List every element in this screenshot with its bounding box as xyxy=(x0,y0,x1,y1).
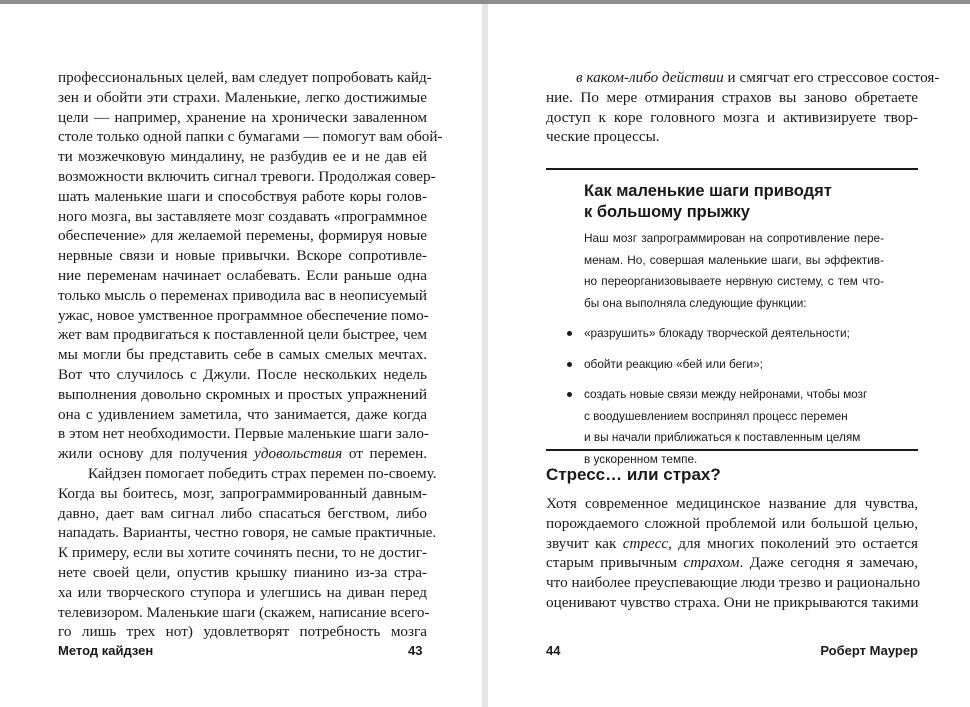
text-line: ние переменам начинает ослабевать. Если раньше одна xyxy=(58,266,427,284)
text-line: Вот что случилось с Джули. После нескольких недель xyxy=(58,365,427,383)
page-number: 44 xyxy=(546,643,561,658)
text-fragment: , для многих поколений это остается xyxy=(668,534,918,552)
emphasis-word: стресс xyxy=(622,534,669,552)
text-line: но переорганизовываете нервную систему, с тем что- xyxy=(584,274,884,288)
text-line: К примеру, если вы хотите сочинять песни, то не достиг- xyxy=(58,544,428,562)
left-paragraph-1 xyxy=(58,68,443,464)
text-fragment: . Даже сегодня я замечаю, xyxy=(739,554,918,572)
text-line: мы могли бы представить себе в самых смелых мечтах. xyxy=(58,346,427,364)
text-line: порождаемого сложной проблемой или большой целью, xyxy=(546,514,918,532)
text-line: нападать. Варианты, честно говоря, не самые практичные. xyxy=(58,524,437,542)
sidebar-body xyxy=(584,228,884,479)
section-heading: Стресс… или страх? xyxy=(546,465,721,484)
text-line: цели — например, хранение на хронически заваленном xyxy=(58,108,427,126)
left-page xyxy=(0,4,482,707)
text-line: возможности включить сигнал тревоги. Продолжая совер- xyxy=(58,167,436,185)
text-line: ти мозжечковую миндалину, не разбудив ее и не дав ей xyxy=(58,148,427,166)
sidebar-bullet-list xyxy=(584,323,884,470)
list-item: «разрушить» блокаду творческой деятельности; xyxy=(584,323,884,345)
text-line: только мысль о переменах приводила вас в неописуемый xyxy=(58,286,427,304)
text-line: Хотя современное медицинское название для чувства, xyxy=(546,495,918,512)
text-line: Кайдзен помогает победить страх перемен по-своему. xyxy=(88,464,437,482)
text-line: менам. Но, совершая маленькие шаги, вы эффектив- xyxy=(584,252,884,267)
text-line: создать новые связи между нейронами, чтобы мозг xyxy=(584,387,868,401)
text-line: го лишь трех нот) удовлетворят потребность мозга xyxy=(58,623,427,641)
text-line: жет вам продвигаться к поставленной цели быстрее, чем xyxy=(58,326,427,344)
running-footer-title: Роберт Маурер xyxy=(820,643,918,658)
text-fragment: и смягчат его стрессовое состоя- xyxy=(723,69,940,86)
text-line: оценивают чувство страха. Они не прикрываются такими xyxy=(546,593,919,611)
text-line: зен и обойти эти страхи. Маленькие, легко достижимые xyxy=(58,88,427,106)
sidebar-title xyxy=(584,181,884,223)
text-line: нервные связи и новые привычки. Вскоре сопротивле- xyxy=(58,247,427,265)
text-fragment: старым привычным xyxy=(546,554,684,572)
text-fragment: звучит как xyxy=(546,534,623,552)
list-item xyxy=(584,384,884,470)
text-line xyxy=(58,444,427,464)
text-line: ческие процессы. xyxy=(546,128,660,146)
text-line: в ускоренном темпе. xyxy=(584,451,698,466)
sidebar-box xyxy=(546,168,918,466)
text-line: в этом нет необходимости. Первые маленькие шаги зало- xyxy=(58,425,429,443)
left-paragraph-2 xyxy=(58,464,437,484)
text-line: нете своей цели, опустив крышку пианино из-за стра- xyxy=(58,563,427,581)
left-paragraph-2-cont xyxy=(58,484,437,642)
text-line: с воодушевлением воспринял процесс перемен xyxy=(584,408,848,423)
text-fragment: жили основу для получения xyxy=(58,445,255,463)
text-line: телевизором. Маленькие шаги (скажем, написание всего- xyxy=(58,603,430,621)
text-line: Наш мозг запрограммирован на сопротивление пере- xyxy=(584,231,884,245)
text-line xyxy=(546,68,940,88)
text-line: что наиболее преуспевающие люди трезво и рационально xyxy=(546,574,921,592)
text-line: ние. По мере отмирания страхов вы заново обретаете xyxy=(546,88,918,106)
emphasis-word: удовольствия xyxy=(254,445,343,463)
emphasis-word: страхом xyxy=(683,554,740,572)
text-line: выполнения довольно скромных и простых упражнений xyxy=(58,385,427,403)
left-body-text xyxy=(58,68,443,642)
running-footer-title: Метод кайдзен xyxy=(58,643,154,658)
right-body-text-bottom xyxy=(546,494,921,613)
text-line: и вы начали приближаться к поставленным целям xyxy=(584,430,861,444)
right-body-text-top xyxy=(546,68,940,147)
text-line: обеспечение» для желаемой перемены, формируя новые xyxy=(58,227,427,245)
right-page xyxy=(488,4,970,707)
page-number: 43 xyxy=(408,643,423,658)
sidebar-title-line: к большому прыжку xyxy=(584,203,750,221)
text-line: ха или творческого ступора и улегшись на диван перед xyxy=(58,583,427,601)
text-line xyxy=(546,553,918,573)
text-line: она с удивлением заметила, что занимается, даже когда xyxy=(58,405,427,423)
text-line: давно, дает вам сигнал либо спасаться бегством, либо xyxy=(58,504,427,522)
text-line: столе только одной папки с бумагами — помогут вам обой- xyxy=(58,128,443,146)
text-line: ужас, новое умственное программное обеспечение помо- xyxy=(58,306,429,324)
text-line: бы она выполняла следующие функции: xyxy=(584,295,807,310)
text-line: ного мозга, вы заставляете мозг создавать «программное xyxy=(58,207,427,225)
right-paragraph-2 xyxy=(546,494,921,613)
sidebar-title-line: Как маленькие шаги приводят xyxy=(584,182,832,200)
text-line: доступ к коре головного мозга и активизируете твор- xyxy=(546,108,918,126)
right-paragraph-1 xyxy=(546,68,940,147)
list-item: обойти реакцию «бей или беги»; xyxy=(584,354,884,376)
text-line: Когда вы боитесь, мозг, запрограммированный давным- xyxy=(58,484,427,502)
text-line: шать маленькие шаги и способствуя работе коры голов- xyxy=(58,187,427,205)
text-line xyxy=(546,534,918,554)
text-line: профессиональных целей, вам следует попробовать кайд- xyxy=(58,69,432,86)
text-fragment: от перемен. xyxy=(342,445,427,463)
emphasis-phrase: в каком-либо действии xyxy=(576,69,724,86)
